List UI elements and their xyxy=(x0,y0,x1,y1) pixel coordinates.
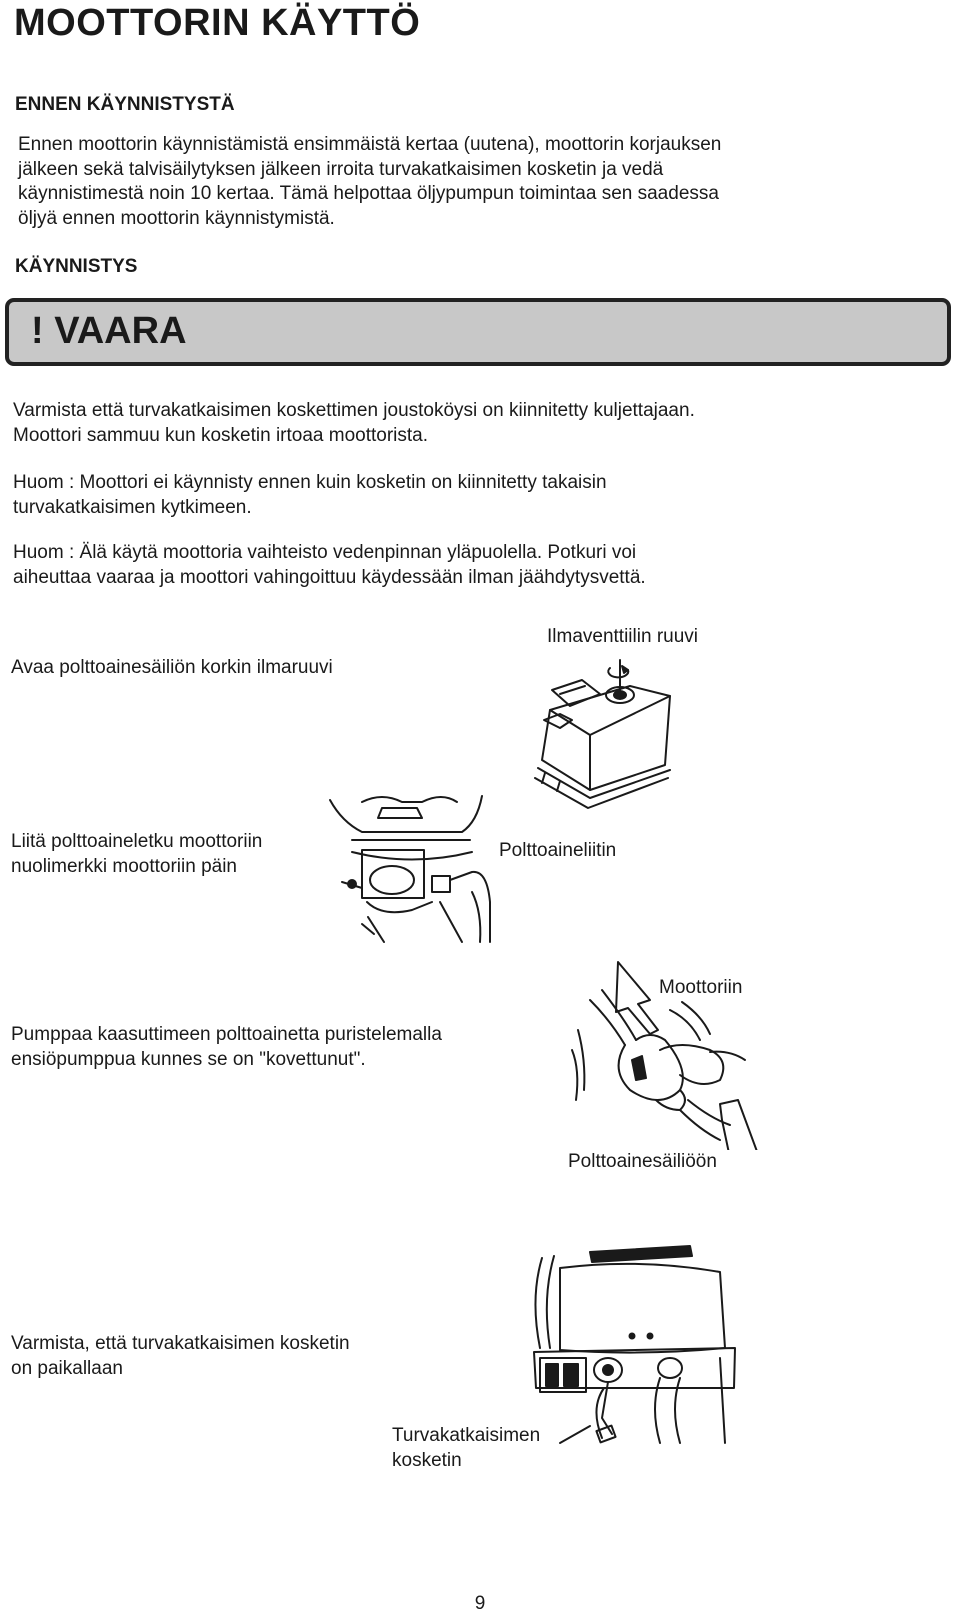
section-heading-before-start: ENNEN KÄYNNISTYSTÄ xyxy=(15,94,235,115)
instruction-line: on paikallaan xyxy=(11,1357,123,1379)
instruction-line: Pumppaa kaasuttimeen polttoainetta puristelemalla xyxy=(11,1024,442,1045)
callout-line: kosketin xyxy=(392,1449,462,1471)
step1-callout: Ilmaventtiilin ruuvi xyxy=(547,626,698,647)
instruction-line: nuolimerkki moottoriin päin xyxy=(11,855,237,877)
paragraph-line: Huom : Moottori ei käynnisty ennen kuin kosketin on kiinnitetty takaisin xyxy=(13,472,607,493)
paragraph-line: käynnistimestä noin 10 kertaa. Tämä helpottaa öljypumpun toimintaa sen saadessa xyxy=(18,183,719,204)
primer-bulb-illustration xyxy=(570,960,770,1150)
step2-instruction xyxy=(11,830,262,879)
paragraph-line: Huom : Älä käytä moottoria vaihteisto vedenpinnan yläpuolella. Potkuri voi xyxy=(13,542,637,563)
paragraph-line: Ennen moottorin käynnistämistä ensimmäistä kertaa (uutena), moottorin korjauksen xyxy=(18,134,722,155)
step1-instruction: Avaa polttoainesäiliön korkin ilmaruuvi xyxy=(11,657,333,678)
note-paragraph-1 xyxy=(13,471,607,520)
step4-instruction xyxy=(11,1332,350,1381)
note-paragraph-2 xyxy=(13,541,646,590)
step3-callout-top: Moottoriin xyxy=(659,977,743,998)
callout-line: Turvakatkaisimen xyxy=(392,1425,541,1446)
page-title: MOOTTORIN KÄYTTÖ xyxy=(14,2,421,44)
step4-callout xyxy=(392,1424,540,1473)
before-start-paragraph xyxy=(18,133,721,231)
instruction-line: ensiöpumppua kunnes se on "kovettunut". xyxy=(11,1048,366,1070)
warning-label: ! VAARA xyxy=(31,310,187,352)
page-number: 9 xyxy=(474,1593,486,1614)
paragraph-line: Moottori sammuu kun kosketin irtoaa moottorista. xyxy=(13,424,429,446)
step3-instruction xyxy=(11,1023,442,1072)
paragraph-line: Varmista että turvakatkaisimen koskettimen joustoköysi on kiinnitetty kuljettajaan. xyxy=(13,400,695,421)
paragraph-line: aiheuttaa vaaraa ja moottori vahingoittuu käydessään ilman jäähdytysvettä. xyxy=(13,566,646,588)
step2-callout: Polttoaineliitin xyxy=(499,840,617,861)
fuel-connector-illustration xyxy=(322,792,500,947)
warning-paragraph xyxy=(13,399,695,448)
instruction-line: Varmista, että turvakatkaisimen kosketin xyxy=(11,1333,350,1354)
instruction-line: Liitä polttoaineletku moottoriin xyxy=(11,831,263,852)
paragraph-line: turvakatkaisimen kytkimeen. xyxy=(13,496,252,518)
safety-switch-illustration xyxy=(520,1238,750,1448)
fuel-tank-illustration xyxy=(530,650,690,815)
warning-banner xyxy=(5,298,951,366)
section-heading-starting: KÄYNNISTYS xyxy=(15,256,138,277)
step3-callout-bottom: Polttoainesäiliöön xyxy=(568,1151,717,1172)
paragraph-line: jälkeen sekä talvisäilytyksen jälkeen irroita turvakatkaisimen kosketin ja vedä xyxy=(18,158,664,180)
paragraph-line: öljyä ennen moottorin käynnistymistä. xyxy=(18,207,335,229)
